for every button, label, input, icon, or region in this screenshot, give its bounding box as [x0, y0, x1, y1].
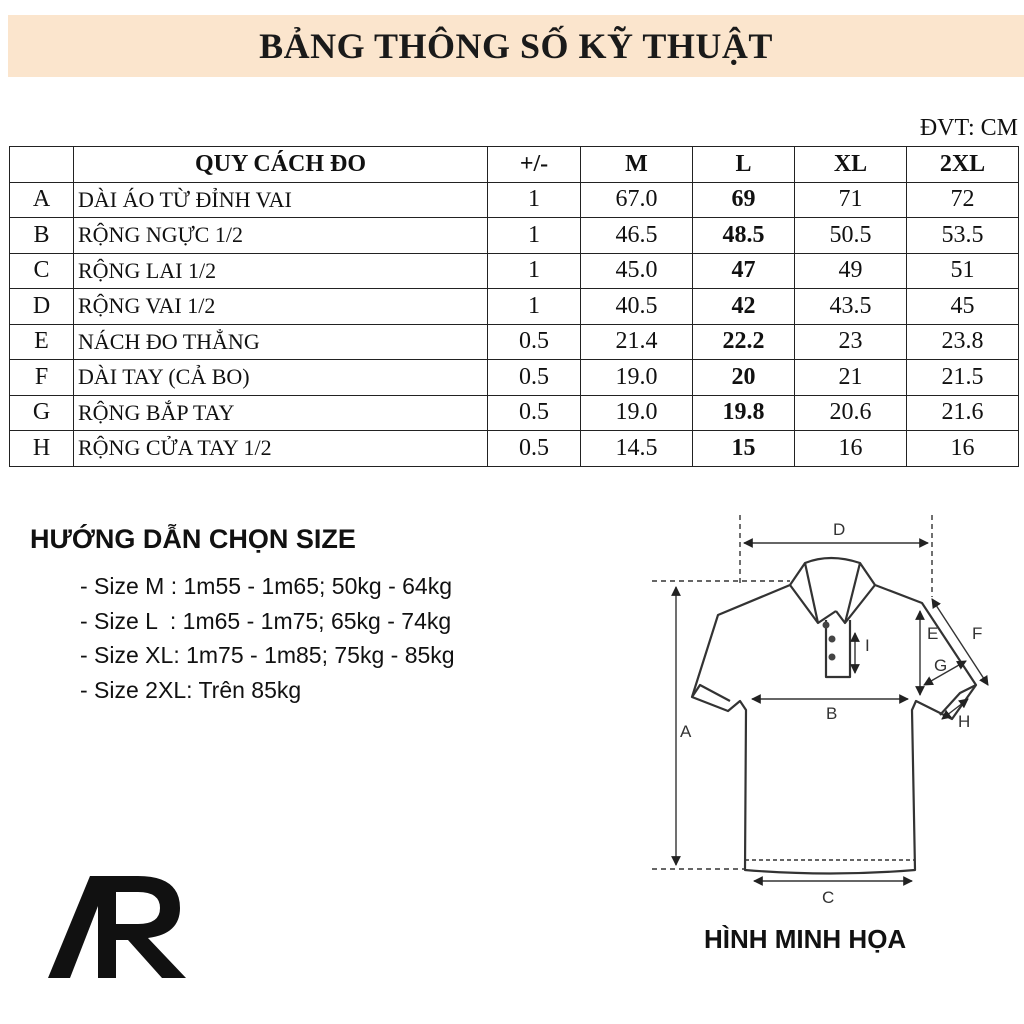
row-size-2xl: 53.5 [907, 218, 1019, 254]
page-title: BẢNG THÔNG SỐ KỸ THUẬT [259, 26, 773, 66]
row-size-l: 15 [693, 431, 795, 467]
table-row [10, 182, 1019, 218]
row-code: F [10, 360, 74, 396]
row-size-m: 21.4 [581, 324, 693, 360]
row-measure: RỘNG BẮP TAY [74, 395, 488, 431]
size-guide-item: - Size L : 1m65 - 1m75; 65kg - 74kg [80, 607, 452, 634]
size-guide-item: - Size 2XL: Trên 85kg [80, 676, 302, 703]
label-e: E [927, 624, 939, 643]
label-d: D [833, 520, 846, 539]
label-c: C [822, 888, 835, 907]
row-size-m: 45.0 [581, 253, 693, 289]
row-size-2xl: 21.5 [907, 360, 1019, 396]
row-measure: RỘNG VAI 1/2 [74, 289, 488, 325]
row-code: G [10, 395, 74, 431]
row-measure: DÀI ÁO TỪ ĐỈNH VAI [74, 182, 488, 218]
label-a: A [680, 722, 692, 741]
size-guide-item: - Size M : 1m55 - 1m65; 50kg - 64kg [80, 573, 452, 599]
row-code: A [10, 182, 74, 218]
row-tolerance: 1 [488, 289, 581, 325]
row-size-m: 19.0 [581, 395, 693, 431]
row-tolerance: 0.5 [488, 324, 581, 360]
label-f: F [972, 624, 983, 643]
header-code [10, 147, 74, 183]
row-size-m: 46.5 [581, 218, 693, 254]
unit-label: ĐVT: CM [919, 115, 1018, 141]
row-tolerance: 0.5 [488, 360, 581, 396]
label-b: B [826, 704, 838, 723]
row-tolerance: 1 [488, 182, 581, 218]
row-size-xl: 20.6 [795, 395, 907, 431]
row-size-2xl: 45 [907, 289, 1019, 325]
table-row [10, 431, 1019, 467]
row-code: B [10, 218, 74, 254]
header-size-xl: XL [795, 147, 907, 183]
header-size-2xl: 2XL [907, 147, 1019, 183]
header-measure: QUY CÁCH ĐO [74, 147, 488, 183]
diagram-caption: HÌNH MINH HỌA [704, 924, 907, 954]
row-size-xl: 16 [795, 431, 907, 467]
table-row [10, 360, 1019, 396]
row-size-m: 14.5 [581, 431, 693, 467]
row-size-l: 22.2 [693, 324, 795, 360]
row-size-2xl: 72 [907, 182, 1019, 218]
row-code: H [10, 431, 74, 467]
row-tolerance: 1 [488, 218, 581, 254]
row-size-2xl: 21.6 [907, 395, 1019, 431]
size-guide [30, 524, 455, 707]
row-size-m: 67.0 [581, 182, 693, 218]
row-code: D [10, 289, 74, 325]
row-size-xl: 50.5 [795, 218, 907, 254]
row-measure: RỘNG LAI 1/2 [74, 253, 488, 289]
row-size-l: 47 [693, 253, 795, 289]
row-size-2xl: 23.8 [907, 324, 1019, 360]
table-row [10, 218, 1019, 254]
header-size-l: L [693, 147, 795, 183]
row-size-xl: 71 [795, 182, 907, 218]
row-tolerance: 0.5 [488, 431, 581, 467]
polo-shirt-diagram [640, 505, 1020, 915]
size-guide-item: - Size XL: 1m75 - 1m85; 75kg - 85kg [80, 642, 455, 668]
size-guide-title: HƯỚNG DẪN CHỌN SIZE [30, 524, 356, 554]
row-size-2xl: 16 [907, 431, 1019, 467]
row-tolerance: 0.5 [488, 395, 581, 431]
size-guide-list [30, 569, 455, 707]
row-code: E [10, 324, 74, 360]
label-h: H [958, 712, 971, 731]
row-size-2xl: 51 [907, 253, 1019, 289]
row-size-l: 69 [693, 182, 795, 218]
row-size-xl: 49 [795, 253, 907, 289]
table-row [10, 395, 1019, 431]
row-measure: NÁCH ĐO THẲNG [74, 324, 488, 360]
title-banner [8, 15, 1024, 77]
row-size-m: 40.5 [581, 289, 693, 325]
table-row [10, 289, 1019, 325]
row-measure: DÀI TAY (CẢ BO) [74, 360, 488, 396]
row-size-xl: 43.5 [795, 289, 907, 325]
label-g: G [934, 656, 948, 675]
table-row [10, 324, 1019, 360]
row-size-l: 19.8 [693, 395, 795, 431]
row-size-l: 20 [693, 360, 795, 396]
label-i: I [865, 636, 870, 655]
row-size-l: 48.5 [693, 218, 795, 254]
brand-logo [40, 868, 204, 986]
row-measure: RỘNG NGỰC 1/2 [74, 218, 488, 254]
row-code: C [10, 253, 74, 289]
table-header-row [10, 147, 1019, 183]
row-tolerance: 1 [488, 253, 581, 289]
row-size-l: 42 [693, 289, 795, 325]
row-measure: RỘNG CỬA TAY 1/2 [74, 431, 488, 467]
table-row [10, 253, 1019, 289]
row-size-xl: 23 [795, 324, 907, 360]
header-tolerance: +/- [488, 147, 581, 183]
row-size-m: 19.0 [581, 360, 693, 396]
row-size-xl: 21 [795, 360, 907, 396]
spec-table [9, 146, 1019, 467]
header-size-m: M [581, 147, 693, 183]
